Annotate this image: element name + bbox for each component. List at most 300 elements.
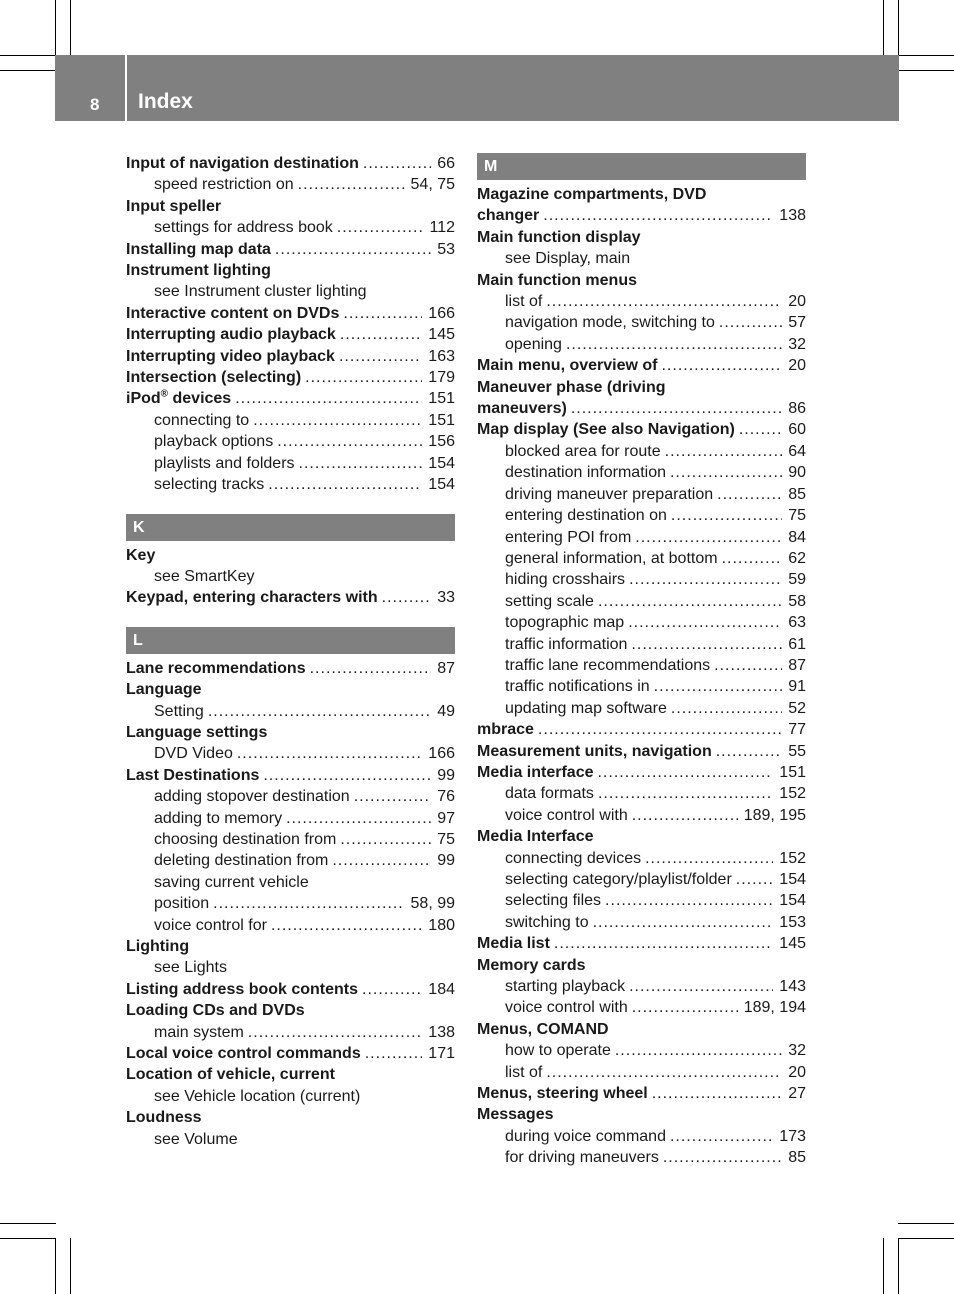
entry-label: entering POI from (505, 528, 632, 546)
page-reference: 99 (437, 766, 455, 784)
entry-label: navigation mode, switching to (505, 314, 715, 332)
leader-dots (305, 367, 422, 388)
index-subentry (126, 217, 455, 238)
entry-label: speed restriction on (154, 176, 294, 194)
leader-dots (554, 933, 773, 954)
index-entry (126, 1107, 455, 1128)
page-reference: 27 (788, 1085, 806, 1103)
entry-label: DVD Video (154, 745, 233, 763)
entry-label: topographic map (505, 614, 625, 632)
page-reference: 20 (788, 293, 806, 311)
page-reference: 66 (437, 155, 455, 172)
index-subentry (477, 612, 806, 633)
page-reference: 171 (428, 1045, 455, 1063)
leader-dots (213, 893, 404, 914)
index-subentry (126, 474, 455, 495)
index-entry (126, 679, 455, 700)
index-subentry (477, 634, 806, 655)
leader-dots (263, 765, 431, 786)
leader-dots (382, 587, 432, 608)
index-entry (126, 153, 455, 174)
index-entry (477, 741, 806, 762)
page-reference: 52 (788, 699, 806, 717)
entry-label: Main function display (477, 228, 641, 246)
index-subentry (477, 591, 806, 612)
page-reference: 64 (788, 442, 806, 460)
entry-label: list of (505, 1063, 543, 1081)
index-subentry (477, 1126, 806, 1147)
entry-label: hiding crosshairs (505, 571, 626, 589)
index-subentry (126, 1086, 455, 1107)
entry-label: Maneuver phase (driving (477, 378, 666, 396)
crop-mark (70, 0, 71, 56)
entry-label: Measurement units, navigation (477, 742, 712, 760)
leader-dots (268, 474, 422, 495)
index-subentry (477, 676, 806, 697)
index-entry (126, 658, 455, 679)
entry-label: opening (505, 335, 562, 353)
leader-dots (343, 303, 422, 324)
entry-label: main system (154, 1023, 244, 1041)
entry-label: Listing address book contents (126, 980, 359, 998)
entry-label: blocked area for route (505, 442, 661, 460)
index-subentry (126, 410, 455, 431)
leader-dots (253, 410, 422, 431)
leader-dots (605, 890, 773, 911)
leader-dots (714, 655, 782, 676)
leader-dots (362, 979, 422, 1000)
entry-label: see SmartKey (154, 567, 255, 585)
leader-dots (310, 658, 432, 679)
index-entry (126, 1064, 455, 1085)
entry-label: traffic notifications in (505, 678, 650, 696)
section-header: K (126, 514, 455, 541)
entry-label: Input speller (126, 197, 222, 215)
section-header: M (477, 153, 806, 180)
crop-mark (0, 1223, 56, 1224)
index-entry (477, 1104, 806, 1125)
entry-label: traffic lane recommendations (505, 656, 711, 674)
page-reference: 151 (428, 411, 455, 429)
entry-label: how to operate (505, 1042, 611, 1060)
page-reference: 54, 75 (410, 176, 455, 194)
leader-dots (337, 217, 424, 238)
index-subentry (477, 655, 806, 676)
leader-dots (717, 484, 782, 505)
entry-label: Interrupting video playback (126, 347, 335, 365)
index-entry (126, 979, 455, 1000)
page-title: Index (138, 90, 193, 113)
crop-mark (55, 0, 56, 56)
leader-dots (670, 462, 782, 483)
index-entry (126, 765, 455, 786)
index-entry (126, 303, 455, 324)
index-subentry (477, 805, 806, 826)
page-reference: 189, 195 (743, 806, 806, 824)
index-subentry (126, 431, 455, 452)
header-divider (125, 55, 127, 121)
leader-dots (248, 1022, 423, 1043)
page-reference: 163 (428, 347, 455, 365)
index-entry (477, 933, 806, 954)
index-subentry (126, 566, 455, 587)
entry-label: Key (126, 546, 156, 564)
index-entry (126, 346, 455, 367)
crop-mark (898, 70, 954, 71)
entry-label: entering destination on (505, 507, 667, 525)
entry-label: Setting (154, 702, 204, 720)
index-subentry (126, 915, 455, 936)
entry-label: Input of navigation destination (126, 155, 359, 172)
leader-dots (615, 1040, 782, 1061)
index-subentry (126, 453, 455, 474)
crop-mark (55, 1238, 56, 1294)
index-entry (126, 1000, 455, 1021)
index-entry (477, 719, 806, 740)
leader-dots (299, 453, 423, 474)
crop-mark (898, 1238, 954, 1239)
entry-label: Interactive content on DVDs (126, 304, 340, 322)
entry-label: Loading CDs and DVDs (126, 1002, 305, 1020)
page-reference: 112 (429, 219, 455, 237)
index-entry (126, 239, 455, 260)
index-subentry (477, 548, 806, 569)
index-subentry (477, 484, 806, 505)
entry-label: Map display (See also Navigation) (477, 421, 735, 439)
entry-label: Media list (477, 935, 550, 953)
page-reference: 60 (788, 421, 806, 439)
page-reference: 55 (788, 742, 806, 760)
page-reference: 86 (788, 400, 806, 418)
index-column-left (126, 153, 455, 1150)
crop-mark (883, 1238, 884, 1294)
entry-label: Installing map data (126, 240, 271, 258)
page-reference: 97 (437, 809, 455, 827)
page-reference: 154 (779, 892, 806, 910)
index-entry (126, 722, 455, 743)
leader-dots (645, 848, 773, 869)
index-entry (477, 1019, 806, 1040)
entry-label: voice control for (154, 916, 267, 934)
page-reference: 138 (428, 1023, 455, 1041)
index-subentry (126, 872, 455, 893)
index-subentry (477, 527, 806, 548)
crop-mark (0, 55, 56, 56)
page-reference: 173 (779, 1127, 806, 1145)
leader-dots (671, 505, 782, 526)
leader-dots (598, 591, 782, 612)
index-subentry (126, 1129, 455, 1150)
crop-mark (898, 1238, 899, 1294)
page-reference: 61 (788, 635, 806, 653)
index-subentry (126, 893, 455, 914)
leader-dots (593, 912, 774, 933)
entry-label: Menus, steering wheel (477, 1085, 648, 1103)
entry-label: deleting destination from (154, 852, 329, 870)
entry-label: see Lights (154, 959, 227, 977)
page-reference: 58 (788, 592, 806, 610)
page-number: 8 (90, 95, 100, 114)
page-reference: 62 (788, 549, 806, 567)
leader-dots (208, 701, 431, 722)
entry-label: playlists and folders (154, 454, 295, 472)
registered-mark: ® (160, 389, 169, 401)
index-subentry (126, 786, 455, 807)
leader-dots (722, 548, 783, 569)
index-entry (126, 324, 455, 345)
leader-dots (543, 205, 773, 226)
leader-dots (629, 976, 773, 997)
entry-label: traffic information (505, 635, 628, 653)
index-subentry (126, 808, 455, 829)
page-reference: 59 (788, 571, 806, 589)
crop-mark (898, 55, 954, 56)
index-subentry (477, 1147, 806, 1168)
index-entry (477, 377, 806, 398)
index-subentry (126, 850, 455, 871)
entry-label: playback options (154, 433, 274, 451)
leader-dots (332, 850, 431, 871)
entry-label: Language settings (126, 723, 268, 741)
entry-label: Main menu, overview of (477, 357, 658, 375)
page-reference: 184 (428, 980, 455, 998)
leader-dots (652, 1083, 782, 1104)
page-reference: 85 (788, 1149, 806, 1167)
page-reference: 57 (788, 314, 806, 332)
index-subentry (477, 698, 806, 719)
page-reference: 91 (788, 678, 806, 696)
leader-dots (663, 1147, 782, 1168)
leader-dots (566, 334, 782, 355)
index-entry (126, 367, 455, 388)
leader-dots (632, 805, 738, 826)
entry-label: Lane recommendations (126, 659, 306, 677)
index-subentry (126, 743, 455, 764)
entry-label: connecting devices (505, 849, 642, 867)
index-subentry (126, 701, 455, 722)
index-entry (477, 205, 806, 226)
leader-dots (716, 741, 782, 762)
entry-label: iPod® devices (126, 389, 232, 408)
crop-mark (0, 1238, 56, 1239)
index-entry (477, 419, 806, 440)
page-reference: 76 (437, 788, 455, 806)
entry-label: saving current vehicle (154, 873, 309, 891)
index-subentry (477, 248, 806, 269)
page-reference: 151 (428, 390, 455, 408)
page-reference: 63 (788, 614, 806, 632)
entry-label: list of (505, 293, 543, 311)
index-entry (477, 955, 806, 976)
leader-dots (671, 698, 782, 719)
index-subentry (477, 848, 806, 869)
entry-label: updating map software (505, 699, 667, 717)
section-header: L (126, 627, 455, 654)
entry-label: see Instrument cluster lighting (154, 283, 367, 301)
page-reference: 153 (779, 913, 806, 931)
page-reference: 87 (788, 656, 806, 674)
index-subentry (126, 957, 455, 978)
page-reference: 166 (428, 745, 455, 763)
leader-dots (736, 869, 774, 890)
index-subentry (477, 1062, 806, 1083)
page-reference: 145 (779, 935, 806, 953)
leader-dots (635, 527, 782, 548)
index-subentry (477, 912, 806, 933)
index-entry (477, 1083, 806, 1104)
page-reference: 152 (779, 785, 806, 803)
index-entry (477, 184, 806, 205)
leader-dots (631, 634, 782, 655)
index-subentry (477, 1040, 806, 1061)
leader-dots (665, 441, 783, 462)
page-reference: 58, 99 (410, 895, 455, 913)
page-reference: 87 (437, 659, 455, 677)
crop-mark (898, 1223, 954, 1224)
entry-label: Last Destinations (126, 766, 260, 784)
page-reference: 151 (779, 763, 806, 781)
index-subentry (477, 441, 806, 462)
leader-dots (629, 569, 782, 590)
index-column-right (477, 153, 806, 1169)
crop-mark (0, 70, 56, 71)
index-entry (126, 388, 455, 409)
leader-dots (277, 431, 422, 452)
page-reference: 53 (437, 240, 455, 258)
entry-label: Magazine compartments, DVD (477, 186, 707, 203)
leader-dots (538, 719, 782, 740)
crop-mark (883, 0, 884, 56)
index-subentry (126, 174, 455, 195)
page-reference: 33 (437, 589, 455, 607)
leader-dots (365, 1043, 423, 1064)
page-reference: 75 (437, 830, 455, 848)
index-subentry (477, 312, 806, 333)
leader-dots (354, 786, 432, 807)
entry-label: Local voice control commands (126, 1045, 361, 1063)
index-subentry (477, 505, 806, 526)
crop-mark (70, 1238, 71, 1294)
page-reference: 179 (428, 369, 455, 387)
page-reference: 180 (428, 916, 455, 934)
leader-dots (363, 153, 431, 174)
entry-label: starting playback (505, 978, 626, 996)
page-reference: 84 (788, 528, 806, 546)
page-reference: 154 (428, 476, 455, 494)
index-subentry (477, 334, 806, 355)
leader-dots (339, 346, 422, 367)
leader-dots (632, 997, 738, 1018)
entry-label: see Display, main (505, 250, 631, 268)
page-reference: 49 (437, 702, 455, 720)
entry-label: Intersection (selecting) (126, 369, 302, 387)
page-reference: 75 (788, 507, 806, 525)
index-entry (126, 936, 455, 957)
leader-dots (298, 174, 405, 195)
index-subentry (477, 997, 806, 1018)
leader-dots (598, 783, 773, 804)
index-subentry (477, 890, 806, 911)
leader-dots (571, 398, 782, 419)
entry-label: settings for address book (154, 219, 333, 237)
entry-label: Loudness (126, 1109, 202, 1127)
entry-label: driving maneuver preparation (505, 485, 714, 503)
index-subentry (477, 783, 806, 804)
entry-label: see Volume (154, 1130, 238, 1148)
entry-label: general information, at bottom (505, 549, 718, 567)
entry-label: setting scale (505, 592, 594, 610)
index-subentry (477, 976, 806, 997)
crop-mark (898, 0, 899, 56)
page-reference: 32 (788, 335, 806, 353)
index-entry (477, 398, 806, 419)
index-entry (126, 545, 455, 566)
page-reference: 85 (788, 485, 806, 503)
leader-dots (286, 808, 431, 829)
entry-label: Media Interface (477, 828, 594, 846)
entry-label: position (154, 895, 210, 913)
index-subentry (477, 569, 806, 590)
leader-dots (235, 388, 422, 409)
entry-label: Menus, COMAND (477, 1020, 609, 1038)
index-subentry (477, 869, 806, 890)
index-entry (126, 196, 455, 217)
page-reference: 166 (428, 304, 455, 322)
entry-label: during voice command (505, 1127, 666, 1145)
index-entry (477, 227, 806, 248)
entry-label: choosing destination from (154, 830, 337, 848)
entry-label: selecting category/playlist/folder (505, 871, 732, 888)
leader-dots (275, 239, 431, 260)
leader-dots (670, 1126, 773, 1147)
leader-dots (739, 419, 782, 440)
leader-dots (546, 291, 782, 312)
page-reference: 20 (788, 357, 806, 375)
page-reference: 189, 194 (743, 999, 806, 1017)
page-reference: 77 (788, 721, 806, 739)
entry-label: Messages (477, 1106, 554, 1124)
entry-label: data formats (505, 785, 594, 803)
leader-dots (661, 355, 782, 376)
page-reference: 152 (779, 849, 806, 867)
entry-label: for driving maneuvers (505, 1149, 659, 1167)
index-entry (477, 270, 806, 291)
entry-label: Interrupting audio playback (126, 326, 336, 344)
index-subentry (477, 462, 806, 483)
index-subentry (477, 291, 806, 312)
page-reference: 32 (788, 1042, 806, 1060)
index-entry (477, 826, 806, 847)
entry-label: Instrument lighting (126, 262, 271, 280)
leader-dots (546, 1062, 782, 1083)
index-subentry (126, 281, 455, 302)
index-entry (126, 260, 455, 281)
page-reference: 143 (779, 978, 806, 996)
leader-dots (719, 312, 782, 333)
index-entry (477, 355, 806, 376)
entry-label: voice control with (505, 999, 628, 1017)
entry-label: Language (126, 681, 202, 699)
entry-label: see Vehicle location (current) (154, 1087, 361, 1105)
leader-dots (237, 743, 422, 764)
entry-label: Memory cards (477, 956, 586, 974)
index-entry (126, 587, 455, 608)
page-reference: 20 (788, 1063, 806, 1081)
leader-dots (340, 324, 422, 345)
entry-label: Keypad, entering characters with (126, 589, 378, 607)
entry-label: switching to (505, 913, 589, 931)
entry-label: maneuvers) (477, 400, 567, 418)
